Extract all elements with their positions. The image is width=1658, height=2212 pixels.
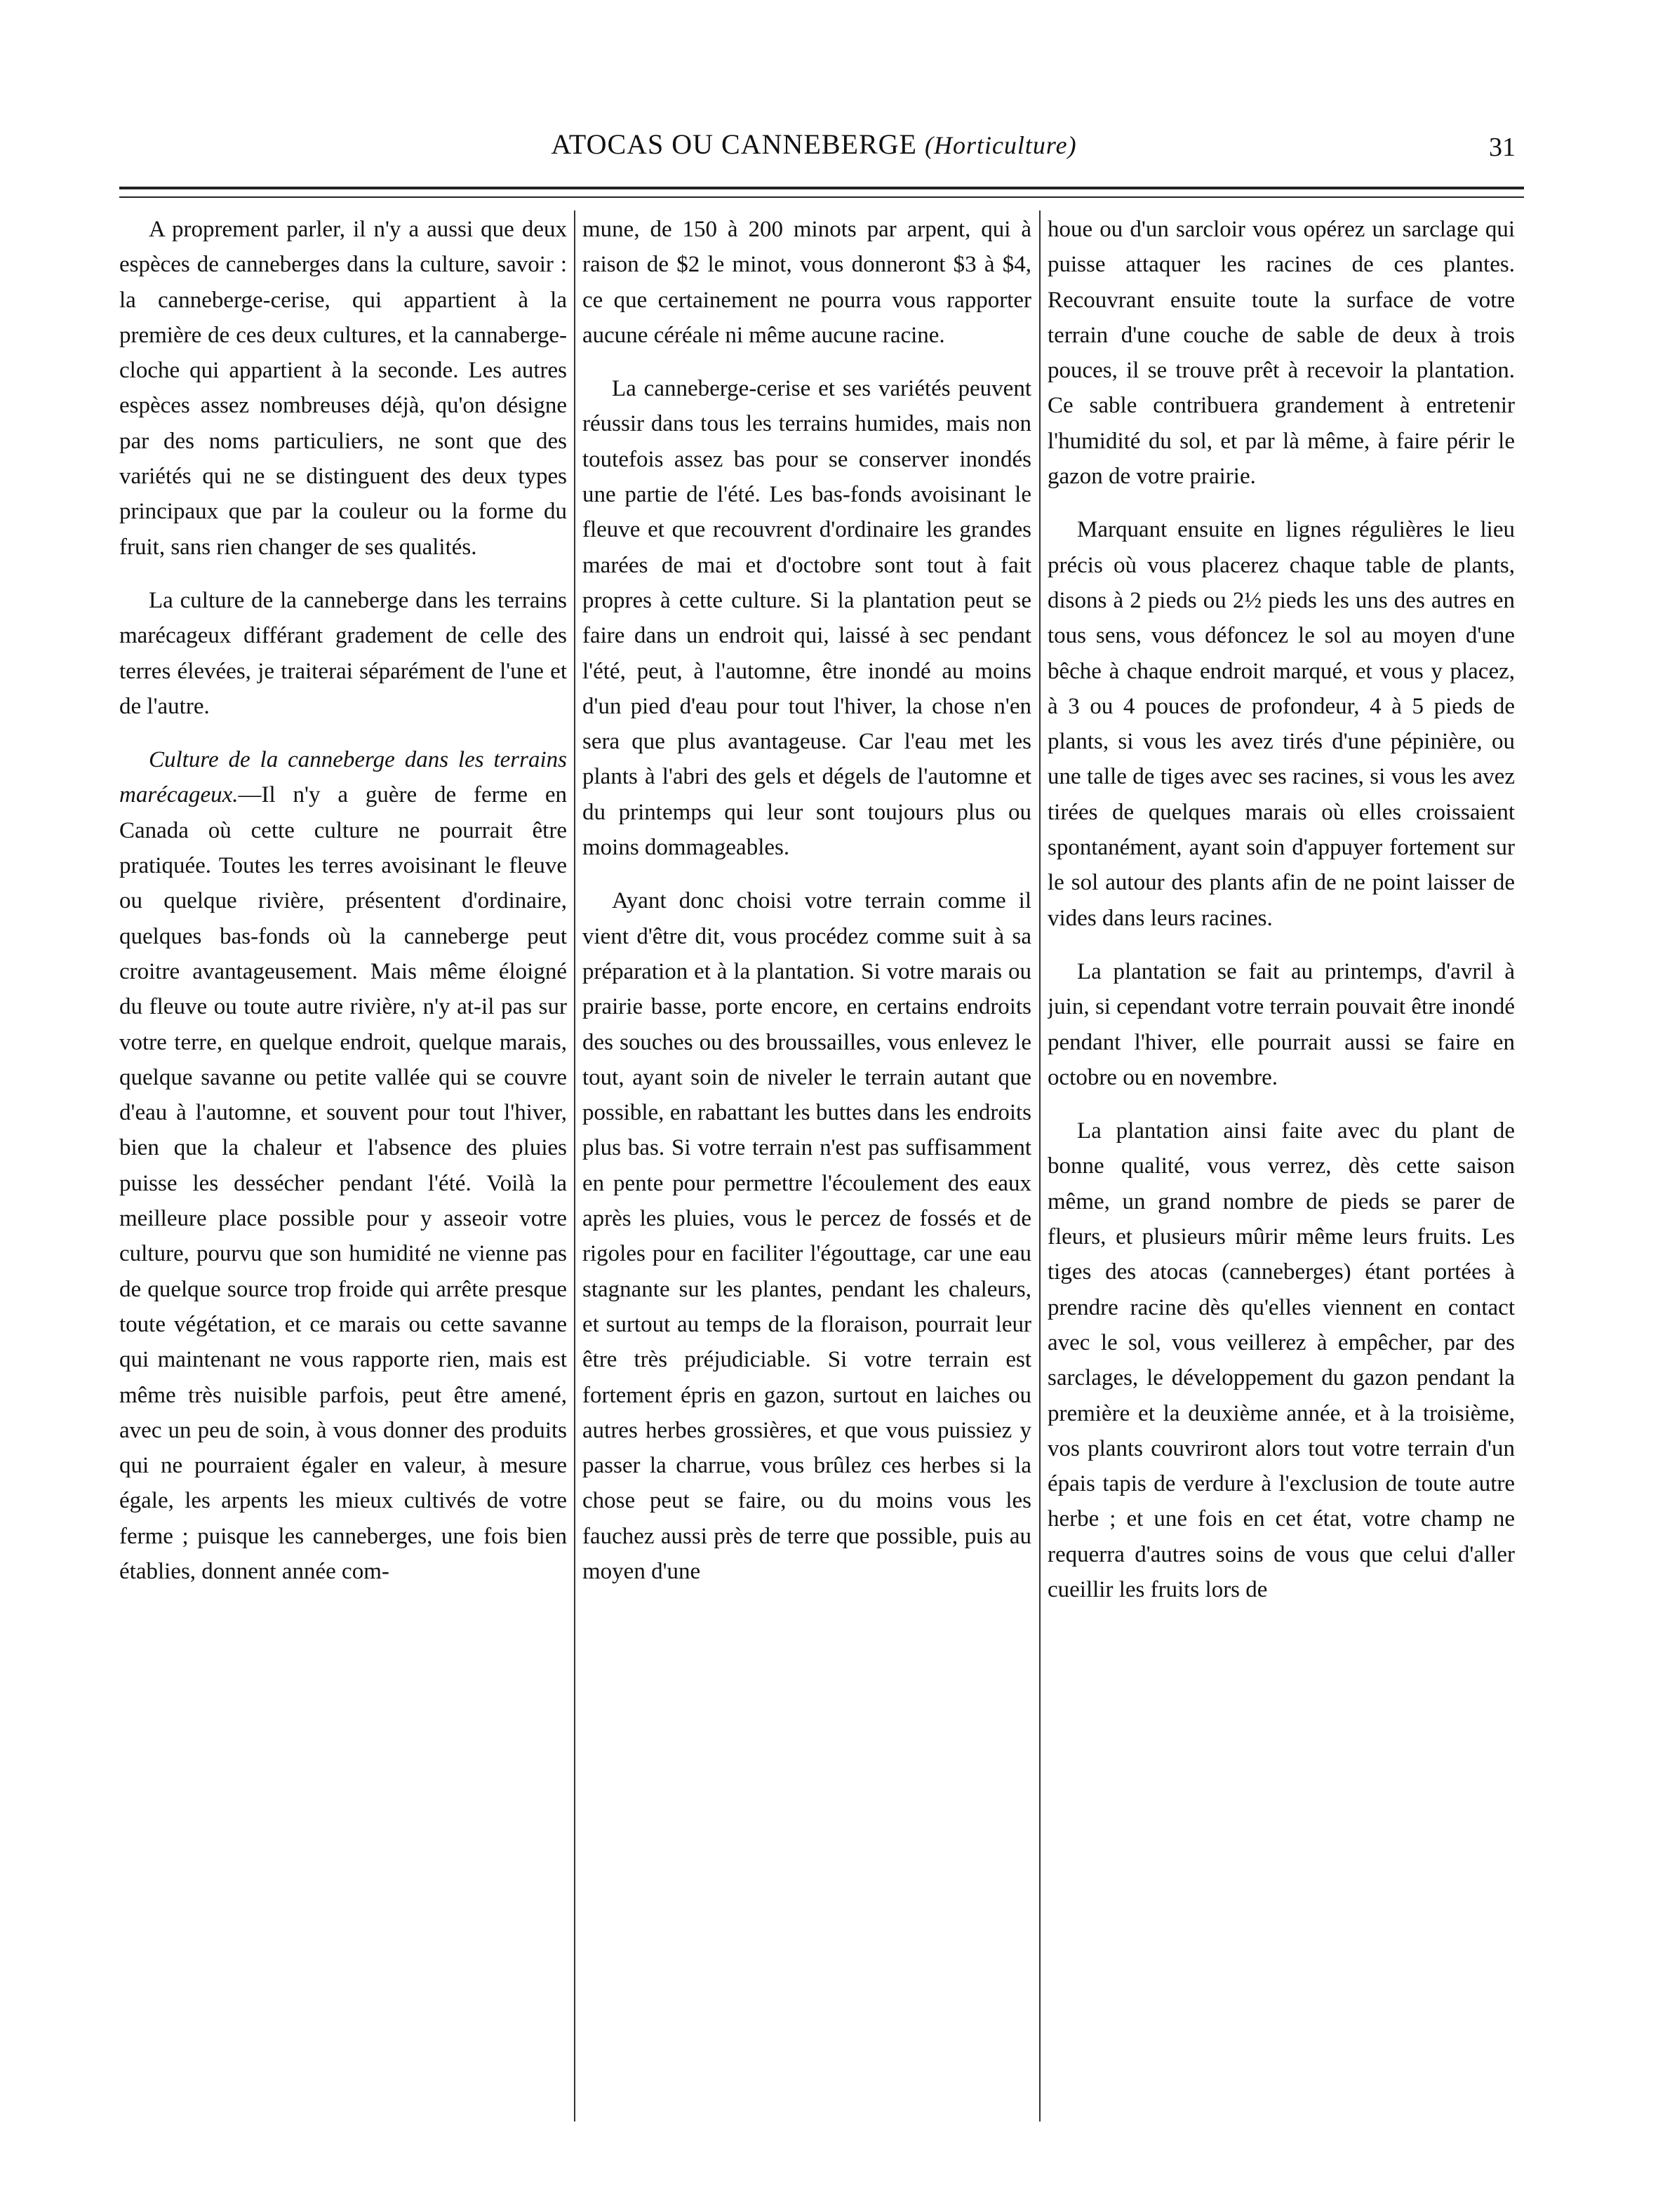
column-divider [1039,210,1041,2121]
header-title: ATOCAS OU CANNEBERGE [551,128,917,160]
section-paragraph [119,742,567,1589]
running-title [112,128,1516,161]
paragraph: Marquant ensuite en lignes régulières le lieu précis où vous placerez chaque table de plants, disons à 2 pieds ou 2½ pieds les uns des autres en tous sens, vous défoncez le sol au moyen d'une bêche à chaque endroit marqué, et vous y placez, à 3 ou 4 pouces de profondeur, 4 à 5 pieds de plants, si vous les avez tirés d'une pépinière, ou une talle de tiges avec ses racines, si vous les avez tirées de quelques marais où elles croissaient spontanément, ayant soin d'appuyer fortement sur le sol autour des plants afin de ne point laisser de vides dans leurs racines. [1048,517,1515,931]
text-column-2 [582,212,1031,2120]
paragraph: Ayant donc choisi votre terrain comme il vient d'être dit, vous procédez comme suit à sa préparation et à la plantation. Si votre marais ou prairie basse, porte encore, en certains endroits des souches ou des broussailles, vous enlevez le tout, ayant soin de niveler le terrain autant que possible, en rabattant les buttes dans les endroits plus bas. Si votre terrain n'est pas suffisamment en pente pour permettre l'écoulement des eaux après les pluies, vous le percez de fossés et de rigoles pour en faciliter l'égouttage, car une eau stagnante sur les plantes, pendant les chaleurs, et surtout au temps de la floraison, pourrait leur être très préjudiciable. Si votre terrain est fortement épris en gazon, surtout en laiches ou autres herbes grossières, et que vous puissiez y passer la charrue, vous brûlez ces herbes si la chose peut se faire, ou du moins vous les fauchez aussi près de terre que possible, puis au moyen d'une [582,888,1031,1584]
page-number: 31 [1489,133,1516,162]
column-divider [574,210,575,2121]
header-subtitle: (Horticulture) [924,131,1077,159]
paragraph: A proprement parler, il n'y a aussi que deux espèces de canneberges dans la culture, savoir : la canneberge-cerise, qui appartient à la première de ces deux cultures, et la cannaberge-cloche qui appartient à la seconde. Les autres espèces assez nombreuses déjà, qu'on désigne par des noms particuliers, ne sont que des variétés qui ne se distinguent des deux types principaux que par la couleur ou la forme du fruit, sans rien changer de ses qualités. [119,217,567,560]
paragraph: mune, de 150 à 200 minots par arpent, qui à raison de $2 le minot, vous donneront $3 à $4, ce que certainement ne pourra vous rapporter aucune céréale ni même aucune racine. [582,217,1031,348]
header-rule-thin [119,196,1524,198]
text-column-3 [1048,212,1515,2120]
paragraph: houe ou d'un sarcloir vous opérez un sarclage qui puisse attaquer les racines de ces plantes. Recouvrant ensuite toute la surface de votre terrain d'une couche de sable de deux à trois pouces, il se trouve prêt à recevoir la plantation. Ce sable contribuera grandement à entretenir l'humidité du sol, et par là même, à faire périr le gazon de votre prairie. [1048,217,1515,490]
text-column-1 [119,212,567,2120]
running-header [112,128,1516,170]
section-body: —Il n'y a guère de ferme en Canada où cette culture ne pourrait être pratiquée. Toutes les terres avoisinant le fleuve ou quelque rivière, présentent d'ordinaire, quelques bas-fonds où la canneberge peut croitre avantageusement. Mais même éloigné du fleuve ou toute autre rivière, n'y at-il pas sur votre terre, en quelque endroit, quelque marais, quelque savanne ou petite vallée qui se couvre d'eau à l'automne, et souvent pour tout l'hiver, bien que la chaleur et l'absence des pluies puisse les dessécher pendant l'été. Voilà la meilleure place possible pour y asseoir votre culture, pourvu que son humidité ne vienne pas de quelque source trop froide qui arrête presque toute végétation, et ce marais ou cette savanne qui maintenant ne vous rapporte rien, mais est même très nuisible parfois, peut être amené, avec un peu de soin, à vous donner des produits qui ne pourraient égaler en valeur, à mesure égale, les arpents les mieux cultivés de votre ferme ; puisque les canneberges, une fois bien établies, donnent année com- [119,782,567,1584]
paragraph: La plantation ainsi faite avec du plant de bonne qualité, vous verrez, dès cette saison même, un grand nombre de pieds se parer de fleurs, et plusieurs mûrir même leurs fruits. Les tiges des atocas (canneberges) étant portées à prendre racine dès qu'elles viennent en contact avec le sol, vous veillerez à empêcher, par des sarclages, le développement du gazon pendant la première et la deuxième année, et à la troisième, vos plants couvriront alors tout votre terrain d'un épais tapis de verdure à l'exclusion de toute autre herbe ; et une fois en cet état, votre champ ne requerra d'autres soins de vous que celui d'aller cueillir les fruits lors de [1048,1118,1515,1602]
section-heading: Culture de la canneberge dans les terrains marécageux. [119,747,567,808]
paragraph: La canneberge-cerise et ses variétés peuvent réussir dans tous les terrains humides, mais non toutefois assez bas pour se conserver inondés une partie de l'été. Les bas-fonds avoisinant le fleuve et que recouvrent d'ordinaire les grandes marées de mai et d'octobre sont tout à fait propres à cette culture. Si la plantation peut se faire dans un endroit qui, laissé à sec pendant l'été, peut, à l'automne, être inondé au moins d'un pied d'eau pour tout l'hiver, la chose n'en sera que plus avantageuse. Car l'eau met les plants à l'abri des gels et dégels de l'automne et du printemps qui leur sont toujours plus ou moins dommageables. [582,376,1031,861]
paragraph: La plantation se fait au printemps, d'avril à juin, si cependant votre terrain pouvait être inondé pendant l'hiver, elle pourrait aussi se faire en octobre ou en novembre. [1048,958,1515,1090]
header-rule-thick [119,187,1524,189]
paragraph: La culture de la canneberge dans les terrains marécageux différant gradement de celle des terres élevées, je traiterai séparément de l'une et de l'autre. [119,587,567,719]
